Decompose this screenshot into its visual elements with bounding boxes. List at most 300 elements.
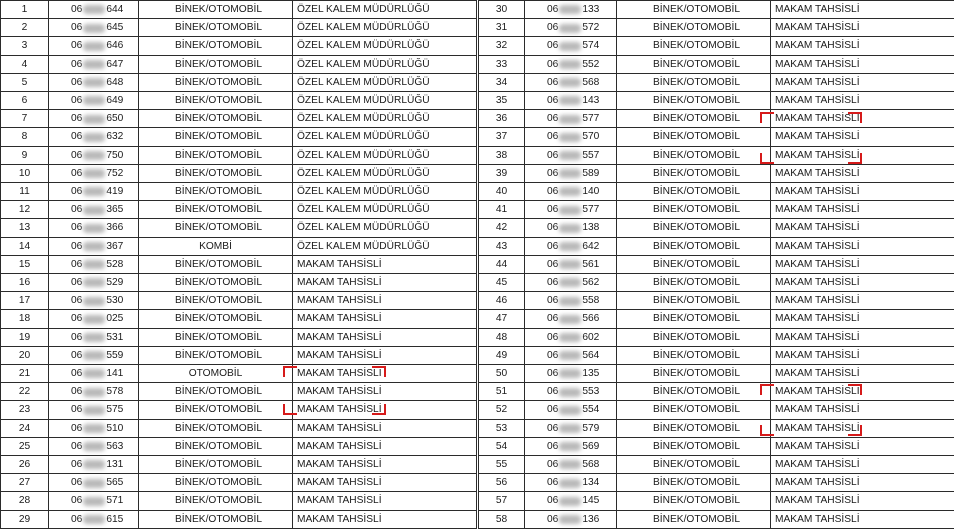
assigned-unit: MAKAM TAHSİSLİ: [771, 128, 954, 146]
plate-cell: [49, 292, 139, 310]
plate-suffix: 025: [106, 313, 124, 325]
plate-suffix: 568: [582, 459, 600, 471]
plate-cell: [525, 328, 617, 346]
redacted-plate-blur: [559, 278, 581, 287]
plate-suffix: 552: [582, 58, 600, 70]
row-number: 29: [1, 510, 49, 528]
plate-prefix: 06: [71, 368, 83, 380]
table-row: [479, 510, 954, 528]
plate-prefix: 06: [547, 313, 559, 325]
redacted-plate-blur: [559, 333, 581, 342]
table-row: [1, 183, 477, 201]
redacted-plate-blur: [559, 206, 581, 215]
vehicle-type: BİNEK/OTOMOBİL: [617, 164, 771, 182]
row-number: 34: [479, 73, 525, 91]
assigned-unit: MAKAM TAHSİSLİ: [293, 365, 477, 383]
plate-prefix: 06: [547, 495, 559, 507]
plate-suffix: 553: [582, 386, 600, 398]
plate-suffix: 579: [582, 422, 600, 434]
table-row: [479, 292, 954, 310]
redacted-plate-blur: [83, 333, 105, 342]
plate-cell: [49, 474, 139, 492]
plate-suffix: 140: [582, 186, 600, 198]
table-row: [479, 128, 954, 146]
plate-cell: [525, 365, 617, 383]
table-row: [479, 164, 954, 182]
redacted-plate-blur: [559, 315, 581, 324]
plate-suffix: 365: [106, 204, 124, 216]
row-number: 12: [1, 201, 49, 219]
plate-prefix: 06: [71, 113, 83, 125]
plate-cell: [525, 274, 617, 292]
assigned-unit: MAKAM TAHSİSLİ: [293, 419, 477, 437]
row-number: 56: [479, 474, 525, 492]
assigned-unit: MAKAM TAHSİSLİ: [771, 1, 954, 19]
row-number: 14: [1, 237, 49, 255]
plate-prefix: 06: [71, 222, 83, 234]
highlight-bracket-br: [848, 153, 862, 164]
plate-cell: [49, 146, 139, 164]
redacted-plate-blur: [83, 78, 105, 87]
assigned-unit: ÖZEL KALEM MÜDÜRLÜĞÜ: [293, 92, 477, 110]
redacted-plate-blur: [83, 260, 105, 269]
plate-cell: [49, 55, 139, 73]
plate-suffix: 632: [106, 131, 124, 143]
redacted-plate-blur: [559, 497, 581, 506]
redacted-plate-blur: [559, 115, 581, 124]
plate-suffix: 571: [106, 495, 124, 507]
plate-prefix: 06: [547, 386, 559, 398]
redacted-plate-blur: [559, 388, 581, 397]
redacted-plate-blur: [559, 42, 581, 51]
plate-prefix: 06: [547, 258, 559, 270]
plate-cell: [49, 37, 139, 55]
vehicle-type: BİNEK/OTOMOBİL: [617, 383, 771, 401]
assigned-unit: MAKAM TAHSİSLİ: [771, 183, 954, 201]
plate-prefix: 06: [71, 76, 83, 88]
plate-suffix: 134: [582, 477, 600, 489]
table-row: [479, 274, 954, 292]
redacted-plate-blur: [559, 224, 581, 233]
assigned-unit: MAKAM TAHSİSLİ: [771, 19, 954, 37]
plate-cell: [49, 19, 139, 37]
vehicle-type: BİNEK/OTOMOBİL: [139, 401, 293, 419]
assigned-unit: MAKAM TAHSİSLİ: [293, 437, 477, 455]
assigned-unit: ÖZEL KALEM MÜDÜRLÜĞÜ: [293, 19, 477, 37]
vehicle-type: BİNEK/OTOMOBİL: [617, 19, 771, 37]
table-row: [479, 55, 954, 73]
plate-suffix: 648: [106, 76, 124, 88]
redacted-plate-blur: [559, 187, 581, 196]
vehicle-type: BİNEK/OTOMOBİL: [617, 237, 771, 255]
table-row: [479, 73, 954, 91]
vehicle-type: BİNEK/OTOMOBİL: [139, 328, 293, 346]
table-row: [479, 146, 954, 164]
plate-cell: [525, 456, 617, 474]
table-row: [1, 346, 477, 364]
row-number: 51: [479, 383, 525, 401]
assigned-unit: MAKAM TAHSİSLİ: [771, 73, 954, 91]
plate-prefix: 06: [547, 513, 559, 525]
row-number: 27: [1, 474, 49, 492]
plate-suffix: 562: [582, 277, 600, 289]
plate-suffix: 419: [106, 186, 124, 198]
vehicle-type: BİNEK/OTOMOBİL: [139, 73, 293, 91]
assigned-unit: MAKAM TAHSİSLİ: [771, 219, 954, 237]
vehicle-type: BİNEK/OTOMOBİL: [139, 274, 293, 292]
table-row: [1, 274, 477, 292]
assigned-unit: ÖZEL KALEM MÜDÜRLÜĞÜ: [293, 237, 477, 255]
table-row: [1, 310, 477, 328]
vehicle-type: BİNEK/OTOMOBİL: [139, 55, 293, 73]
table-row: [1, 219, 477, 237]
redacted-plate-blur: [83, 369, 105, 378]
redacted-plate-blur: [559, 479, 581, 488]
table-row: [1, 19, 477, 37]
redacted-plate-blur: [83, 169, 105, 178]
plate-cell: [49, 73, 139, 91]
table-row: [479, 1, 954, 19]
plate-prefix: 06: [547, 22, 559, 34]
redacted-plate-blur: [83, 133, 105, 142]
plate-suffix: 564: [582, 349, 600, 361]
assigned-unit: MAKAM TAHSİSLİ: [293, 456, 477, 474]
redacted-plate-blur: [559, 60, 581, 69]
assigned-unit: MAKAM TAHSİSLİ: [293, 255, 477, 273]
vehicle-type: BİNEK/OTOMOBİL: [617, 310, 771, 328]
assigned-unit: MAKAM TAHSİSLİ: [293, 328, 477, 346]
plate-prefix: 06: [547, 277, 559, 289]
plate-suffix: 574: [582, 40, 600, 52]
plate-prefix: 06: [547, 131, 559, 143]
vehicle-type: BİNEK/OTOMOBİL: [617, 55, 771, 73]
plate-suffix: 557: [582, 149, 600, 161]
row-number: 15: [1, 255, 49, 273]
redacted-plate-blur: [83, 442, 105, 451]
redacted-plate-blur: [83, 297, 105, 306]
plate-suffix: 561: [582, 258, 600, 270]
table-row: [479, 183, 954, 201]
redacted-plate-blur: [83, 515, 105, 524]
table-row: [1, 510, 477, 528]
redacted-plate-blur: [83, 96, 105, 105]
plate-cell: [525, 37, 617, 55]
redacted-plate-blur: [559, 151, 581, 160]
plate-cell: [49, 328, 139, 346]
vehicle-type: BİNEK/OTOMOBİL: [617, 274, 771, 292]
row-number: 52: [479, 401, 525, 419]
row-number: 55: [479, 456, 525, 474]
plate-cell: [49, 201, 139, 219]
table-row: [1, 328, 477, 346]
vehicle-type: KOMBİ: [139, 237, 293, 255]
vehicle-type: BİNEK/OTOMOBİL: [139, 92, 293, 110]
table-row: [1, 419, 477, 437]
redacted-plate-blur: [559, 460, 581, 469]
vehicle-type: BİNEK/OTOMOBİL: [139, 201, 293, 219]
vehicle-type: BİNEK/OTOMOBİL: [139, 219, 293, 237]
plate-prefix: 06: [547, 95, 559, 107]
plate-cell: [525, 1, 617, 19]
plate-cell: [49, 255, 139, 273]
plate-prefix: 06: [71, 495, 83, 507]
plate-cell: [49, 1, 139, 19]
assigned-unit: ÖZEL KALEM MÜDÜRLÜĞÜ: [293, 164, 477, 182]
row-number: 53: [479, 419, 525, 437]
plate-prefix: 06: [71, 477, 83, 489]
highlight-bracket-tl: [760, 112, 774, 123]
plate-suffix: 529: [106, 277, 124, 289]
redacted-plate-blur: [83, 479, 105, 488]
plate-cell: [525, 219, 617, 237]
plate-cell: [49, 274, 139, 292]
assigned-unit: ÖZEL KALEM MÜDÜRLÜĞÜ: [293, 146, 477, 164]
plate-prefix: 06: [547, 477, 559, 489]
table-row: [1, 164, 477, 182]
row-number: 2: [1, 19, 49, 37]
redacted-plate-blur: [559, 442, 581, 451]
vehicle-type: BİNEK/OTOMOBİL: [617, 419, 771, 437]
row-number: 26: [1, 456, 49, 474]
plate-cell: [49, 92, 139, 110]
plate-cell: [525, 19, 617, 37]
plate-cell: [525, 110, 617, 128]
redacted-plate-blur: [83, 460, 105, 469]
row-number: 16: [1, 274, 49, 292]
assigned-unit: MAKAM TAHSİSLİ: [771, 274, 954, 292]
plate-suffix: 141: [106, 368, 124, 380]
assigned-unit: MAKAM TAHSİSLİ: [771, 237, 954, 255]
vehicle-type: BİNEK/OTOMOBİL: [617, 510, 771, 528]
vehicle-type: BİNEK/OTOMOBİL: [139, 346, 293, 364]
table-row: [1, 37, 477, 55]
vehicle-type: BİNEK/OTOMOBİL: [617, 128, 771, 146]
plate-prefix: 06: [547, 368, 559, 380]
table-row: [479, 110, 954, 128]
vehicle-type: BİNEK/OTOMOBİL: [139, 110, 293, 128]
row-number: 11: [1, 183, 49, 201]
plate-suffix: 642: [582, 240, 600, 252]
row-number: 1: [1, 1, 49, 19]
table-row: [1, 55, 477, 73]
plate-cell: [525, 183, 617, 201]
row-number: 32: [479, 37, 525, 55]
table-row: [1, 292, 477, 310]
row-number: 46: [479, 292, 525, 310]
vehicle-type: BİNEK/OTOMOBİL: [139, 37, 293, 55]
plate-cell: [525, 73, 617, 91]
vehicle-type: BİNEK/OTOMOBİL: [139, 456, 293, 474]
plate-cell: [525, 128, 617, 146]
plate-prefix: 06: [71, 240, 83, 252]
vehicle-type: BİNEK/OTOMOBİL: [139, 1, 293, 19]
plate-suffix: 135: [582, 368, 600, 380]
plate-suffix: 138: [582, 222, 600, 234]
assigned-unit: MAKAM TAHSİSLİ: [771, 146, 954, 164]
vehicle-type: BİNEK/OTOMOBİL: [617, 328, 771, 346]
plate-prefix: 06: [547, 459, 559, 471]
plate-cell: [525, 55, 617, 73]
vehicle-type: BİNEK/OTOMOBİL: [617, 110, 771, 128]
row-number: 33: [479, 55, 525, 73]
assigned-unit: MAKAM TAHSİSLİ: [771, 492, 954, 510]
redacted-plate-blur: [559, 260, 581, 269]
assigned-unit: MAKAM TAHSİSLİ: [771, 255, 954, 273]
row-number: 5: [1, 73, 49, 91]
vehicle-type: BİNEK/OTOMOBİL: [617, 365, 771, 383]
plate-suffix: 565: [106, 477, 124, 489]
plate-suffix: 145: [582, 495, 600, 507]
assigned-unit: MAKAM TAHSİSLİ: [771, 310, 954, 328]
plate-suffix: 750: [106, 149, 124, 161]
plate-suffix: 528: [106, 258, 124, 270]
row-number: 8: [1, 128, 49, 146]
plate-cell: [49, 346, 139, 364]
assigned-unit: MAKAM TAHSİSLİ: [293, 383, 477, 401]
plate-prefix: 06: [547, 186, 559, 198]
plate-cell: [525, 292, 617, 310]
row-number: 58: [479, 510, 525, 528]
plate-suffix: 647: [106, 58, 124, 70]
assigned-unit: MAKAM TAHSİSLİ: [293, 474, 477, 492]
highlight-bracket-bl: [760, 425, 774, 436]
plate-prefix: 06: [547, 222, 559, 234]
redacted-plate-blur: [559, 351, 581, 360]
plate-cell: [49, 456, 139, 474]
highlight-bracket-tr: [848, 112, 862, 123]
plate-suffix: 649: [106, 95, 124, 107]
vehicle-type: BİNEK/OTOMOBİL: [617, 492, 771, 510]
table-row: [1, 237, 477, 255]
vehicle-type: BİNEK/OTOMOBİL: [617, 474, 771, 492]
plate-prefix: 06: [71, 204, 83, 216]
plate-suffix: 575: [106, 404, 124, 416]
plate-prefix: 06: [547, 331, 559, 343]
redacted-plate-blur: [559, 169, 581, 178]
vehicle-type: BİNEK/OTOMOBİL: [617, 146, 771, 164]
row-number: 18: [1, 310, 49, 328]
assigned-unit: MAKAM TAHSİSLİ: [771, 55, 954, 73]
row-number: 42: [479, 219, 525, 237]
plate-prefix: 06: [547, 113, 559, 125]
redacted-plate-blur: [83, 42, 105, 51]
plate-cell: [49, 510, 139, 528]
plate-cell: [49, 383, 139, 401]
vehicle-type: BİNEK/OTOMOBİL: [617, 219, 771, 237]
assigned-unit: MAKAM TAHSİSLİ: [293, 274, 477, 292]
plate-cell: [49, 365, 139, 383]
assigned-unit: MAKAM TAHSİSLİ: [771, 437, 954, 455]
row-number: 3: [1, 37, 49, 55]
redacted-plate-blur: [83, 406, 105, 415]
table-row: [1, 365, 477, 383]
vehicle-type: BİNEK/OTOMOBİL: [617, 456, 771, 474]
redacted-plate-blur: [83, 351, 105, 360]
plate-suffix: 572: [582, 22, 600, 34]
vehicle-table-right: [478, 0, 954, 529]
row-number: 28: [1, 492, 49, 510]
plate-cell: [49, 437, 139, 455]
plate-prefix: 06: [71, 313, 83, 325]
row-number: 43: [479, 237, 525, 255]
vehicle-type: BİNEK/OTOMOBİL: [617, 201, 771, 219]
assigned-unit: MAKAM TAHSİSLİ: [771, 292, 954, 310]
vehicle-table-left: [0, 0, 477, 529]
redacted-plate-blur: [559, 24, 581, 33]
assigned-unit: MAKAM TAHSİSLİ: [771, 419, 954, 437]
vehicle-type: BİNEK/OTOMOBİL: [139, 492, 293, 510]
table-row: [1, 492, 477, 510]
table-row: [1, 201, 477, 219]
plate-cell: [525, 510, 617, 528]
table-row: [479, 255, 954, 273]
plate-prefix: 06: [71, 58, 83, 70]
row-number: 9: [1, 146, 49, 164]
redacted-plate-blur: [559, 133, 581, 142]
plate-prefix: 06: [71, 422, 83, 434]
vehicle-type: BİNEK/OTOMOBİL: [617, 92, 771, 110]
highlight-bracket-br: [848, 425, 862, 436]
row-number: 30: [479, 1, 525, 19]
plate-cell: [49, 128, 139, 146]
plate-prefix: 06: [71, 131, 83, 143]
plate-suffix: 566: [582, 313, 600, 325]
row-number: 13: [1, 219, 49, 237]
plate-suffix: 577: [582, 113, 600, 125]
assigned-unit: ÖZEL KALEM MÜDÜRLÜĞÜ: [293, 110, 477, 128]
highlight-bracket-tr: [372, 366, 386, 377]
assigned-unit: MAKAM TAHSİSLİ: [771, 510, 954, 528]
table-row: [479, 328, 954, 346]
assigned-unit: MAKAM TAHSİSLİ: [293, 492, 477, 510]
plate-suffix: 558: [582, 295, 600, 307]
plate-cell: [49, 401, 139, 419]
assigned-unit: MAKAM TAHSİSLİ: [771, 365, 954, 383]
row-number: 36: [479, 110, 525, 128]
plate-suffix: 589: [582, 167, 600, 179]
assigned-unit: ÖZEL KALEM MÜDÜRLÜĞÜ: [293, 183, 477, 201]
plate-suffix: 578: [106, 386, 124, 398]
table-row: [1, 401, 477, 419]
table-row: [1, 255, 477, 273]
plate-suffix: 510: [106, 422, 124, 434]
plate-prefix: 06: [71, 95, 83, 107]
vehicle-type: BİNEK/OTOMOBİL: [139, 183, 293, 201]
redacted-plate-blur: [83, 5, 105, 14]
plate-cell: [525, 310, 617, 328]
plate-suffix: 577: [582, 204, 600, 216]
row-number: 25: [1, 437, 49, 455]
row-number: 38: [479, 146, 525, 164]
table-row: [479, 92, 954, 110]
highlight-bracket-tr: [848, 384, 862, 395]
table-row: [479, 346, 954, 364]
plate-prefix: 06: [547, 76, 559, 88]
vehicle-type: BİNEK/OTOMOBİL: [139, 255, 293, 273]
plate-prefix: 06: [71, 331, 83, 343]
plate-prefix: 06: [547, 440, 559, 452]
redacted-plate-blur: [559, 369, 581, 378]
plate-suffix: 131: [106, 459, 124, 471]
row-number: 24: [1, 419, 49, 437]
table-row: [479, 365, 954, 383]
row-number: 37: [479, 128, 525, 146]
vehicle-type: BİNEK/OTOMOBİL: [139, 510, 293, 528]
redacted-plate-blur: [559, 406, 581, 415]
table-row: [479, 219, 954, 237]
vehicle-type: BİNEK/OTOMOBİL: [139, 310, 293, 328]
plate-prefix: 06: [547, 240, 559, 252]
